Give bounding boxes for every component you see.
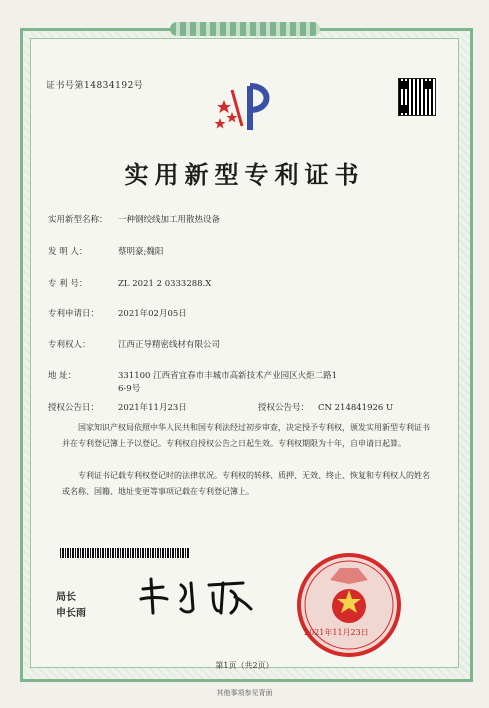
- grant-no-value: CN 214841926 U: [318, 403, 394, 413]
- row-filing-date: [48, 307, 187, 319]
- barcode-icon: [60, 548, 190, 558]
- footer-note: 其他事项参见背面: [216, 689, 273, 697]
- row-address: [48, 369, 337, 381]
- address-label: 地 址：: [48, 371, 77, 381]
- top-ornament: [170, 22, 320, 36]
- statement-paragraph-2: 专利证书记载专利权登记时的法律状况。专利权的转移、质押、无效、终止、恢复和专利权人的姓名或名称、国籍、地址变更等事项记载在专利登记簿上。: [62, 471, 430, 496]
- official-seal-icon: [290, 550, 408, 660]
- row-inventor: [48, 245, 163, 257]
- row-patentee: [48, 338, 220, 350]
- certificate-title: 实用新型专利证书: [124, 160, 365, 189]
- row-grant: [48, 401, 187, 413]
- patentee-value: 江西正导精密线材有限公司: [118, 340, 221, 350]
- patent-no-label: 专 利 号：: [48, 279, 88, 289]
- row-grant-no: [258, 401, 393, 413]
- statement-paragraph-1: 国家知识产权局依照中华人民共和国专利法经过初步审查，决定授予专利权，颁发实用新型专利证书并在专利登记簿上予以登记。专利权自授权公告之日起生效。专利权期限为十年，自申请日起算。: [62, 423, 430, 448]
- qr-code-icon: [398, 78, 436, 116]
- patent-no-value: ZL 2021 2 0333288.X: [118, 279, 212, 289]
- grant-date-value: 2021年11月23日: [118, 403, 187, 413]
- seal-date: 2021年11月23日: [304, 628, 369, 637]
- name-label: 实用新型名称：: [48, 215, 108, 225]
- director-title: 局长: [56, 592, 76, 603]
- filing-date-value: 2021年02月05日: [118, 309, 187, 319]
- inventor-value: 蔡明豪;魏阳: [118, 247, 164, 257]
- director-name: 申长雨: [56, 608, 86, 619]
- handwritten-signature: [135, 575, 275, 620]
- page-number: 第1页（共2页）: [215, 661, 274, 670]
- address-line2: 6-9号: [118, 384, 141, 394]
- grant-date-label: 授权公告日：: [48, 403, 100, 413]
- name-value: 一种钢绞线加工用散热设备: [118, 215, 221, 225]
- address-line1: 331100 江西省宜春市丰城市高新技术产业园区火炬二路1: [118, 371, 338, 381]
- row-patent-no: [48, 277, 211, 289]
- inventor-label: 发 明 人：: [48, 247, 88, 257]
- grant-no-label: 授权公告号：: [258, 403, 310, 413]
- row-name: [48, 213, 220, 225]
- filing-date-label: 专利申请日：: [48, 309, 100, 319]
- cnipa-logo-icon: [210, 78, 280, 138]
- patentee-label: 专利权人：: [48, 340, 91, 350]
- certificate-number: 证书号第14834192号: [46, 81, 144, 91]
